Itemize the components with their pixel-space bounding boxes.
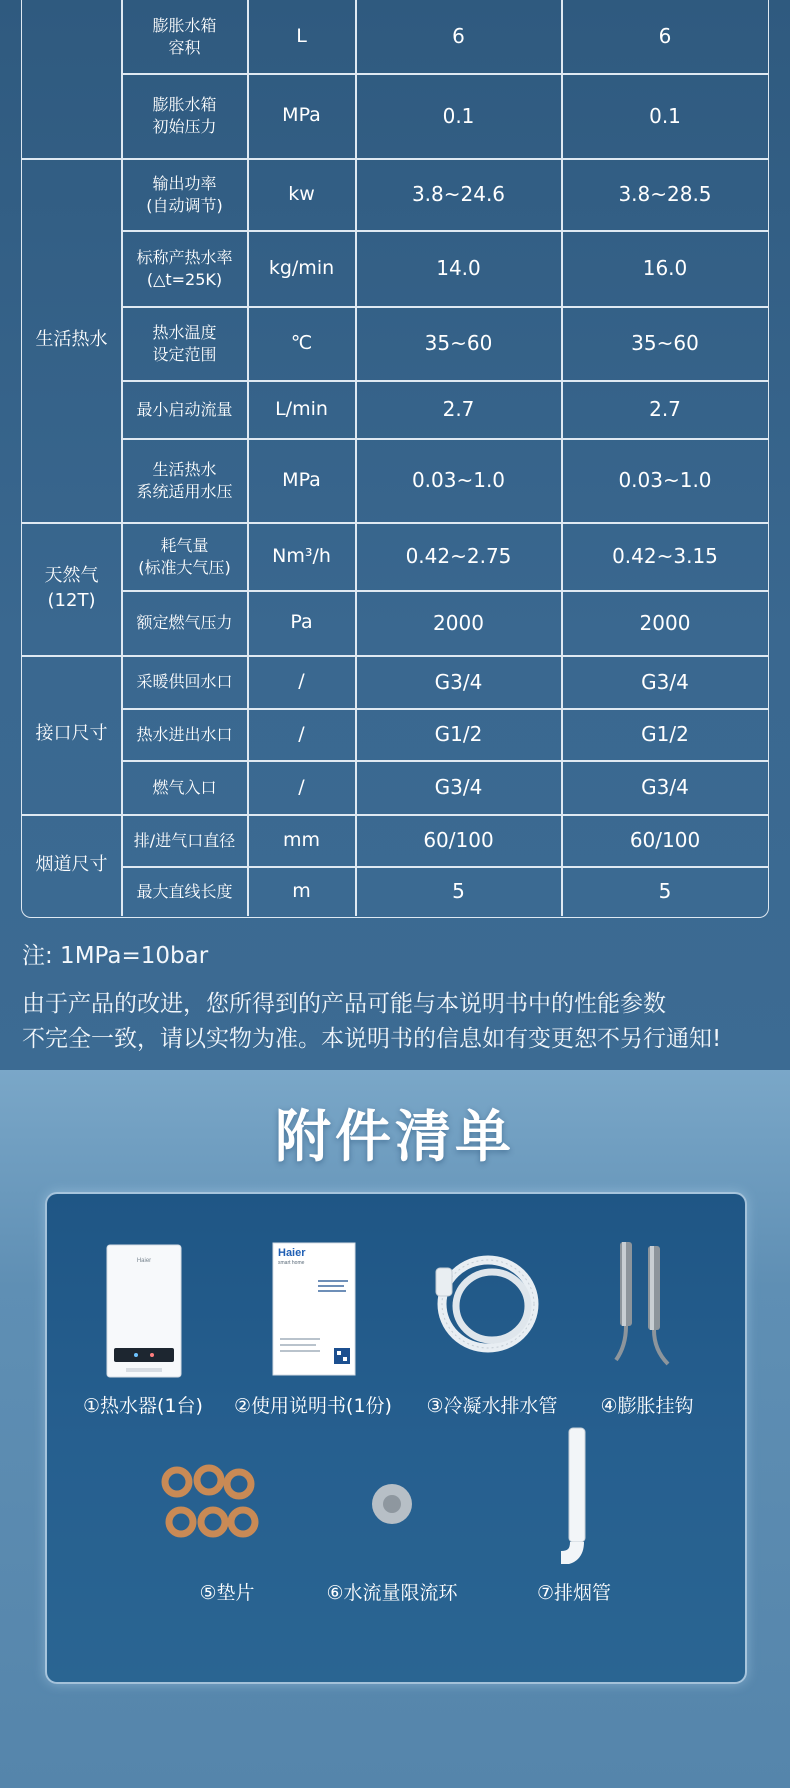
value-cell: G3/4 [434, 775, 483, 799]
unit-cell: m [292, 879, 311, 902]
unit-cell: L/min [275, 397, 328, 420]
unit-note: 注: 1MPa=10bar [22, 943, 209, 969]
param-label: 排/进气口直径 [133, 830, 236, 850]
param-label: 热水温度 设定范围 [152, 322, 217, 364]
category-hot-water: 生活热水 [35, 328, 108, 350]
manual-brand: Haier [278, 1247, 306, 1259]
value-cell: 6 [658, 24, 672, 48]
value-cell: 3.8~28.5 [618, 182, 712, 206]
param-label: 热水进出水口 [136, 724, 233, 744]
disclaimer-line-1: 由于产品的改进，您所得到的产品可能与本说明书中的性能参数 [22, 991, 666, 1017]
value-cell: 5 [452, 879, 465, 903]
value-cell: 0.42~2.75 [405, 544, 512, 568]
water-heater-icon [106, 1244, 182, 1378]
value-cell: 60/100 [629, 828, 701, 852]
value-cell: 0.03~1.0 [618, 468, 712, 492]
param-label: 生活热水 系统适用水压 [136, 459, 233, 501]
value-cell: 3.8~24.6 [411, 182, 506, 206]
unit-cell: mm [282, 828, 321, 851]
accessories-title: 附件清单 [275, 1105, 515, 1170]
value-cell: 14.0 [436, 256, 481, 280]
unit-cell: L [296, 24, 307, 47]
accessory-label: ⑤垫片 [199, 1582, 255, 1604]
value-cell: 0.42~3.15 [612, 544, 718, 568]
value-cell: 60/100 [423, 828, 494, 852]
spec-table [21, 0, 769, 918]
flue-pipe-icon [555, 1424, 599, 1564]
accessory-label: ①热水器(1台) [83, 1395, 203, 1417]
unit-cell: MPa [282, 468, 321, 491]
param-label: 最大直线长度 [136, 881, 233, 901]
unit-cell: Nm³/h [272, 544, 331, 567]
gaskets-icon [159, 1464, 259, 1544]
value-cell: 35~60 [631, 331, 699, 355]
value-cell: 0.1 [649, 103, 681, 128]
param-label: 输出功率 (自动调节) [146, 173, 223, 215]
value-cell: 6 [452, 24, 465, 48]
unit-cell: / [298, 670, 305, 693]
param-label: 额定燃气压力 [136, 613, 233, 633]
param-label: 耗气量 (标准大气压) [138, 535, 231, 577]
unit-cell: ℃ [290, 331, 313, 354]
param-label: 最小启动流量 [136, 399, 233, 419]
manual-subtitle: smart home [278, 1260, 305, 1266]
accessory-label: ⑥水流量限流环 [326, 1582, 458, 1604]
value-cell: G3/4 [434, 669, 483, 694]
value-cell: G1/2 [641, 722, 689, 746]
unit-cell: kw [288, 182, 315, 205]
category-natural-gas: 天然气 (12T) [44, 565, 99, 611]
unit-cell: / [298, 775, 305, 798]
unit-cell: MPa [282, 104, 321, 127]
param-label: 膨胀水箱 容积 [152, 15, 217, 57]
disclaimer-line-2: 不完全一致，请以实物为准。本说明书的信息如有变更恕不另行通知! [22, 1026, 722, 1052]
accessory-label: ②使用说明书(1份) [234, 1395, 392, 1417]
accessory-label: ⑦排烟管 [536, 1582, 612, 1604]
value-cell: 2.7 [442, 397, 475, 421]
drain-hose-icon [430, 1246, 550, 1361]
param-label: 膨胀水箱 初始压力 [152, 95, 217, 136]
accessory-label: ④膨胀挂钩 [600, 1395, 694, 1417]
hooks-icon [612, 1238, 682, 1373]
unit-cell: kg/min [268, 256, 335, 279]
value-cell: G3/4 [641, 775, 689, 799]
category-connections: 接口尺寸 [35, 723, 108, 745]
param-label: 标称产热水率 (△t=25K) [136, 247, 233, 289]
value-cell: G1/2 [434, 722, 483, 746]
manual-icon [272, 1242, 356, 1376]
unit-cell: Pa [290, 611, 313, 634]
value-cell: 2.7 [649, 397, 681, 421]
value-cell: 0.03~1.0 [411, 468, 506, 492]
value-cell: 5 [658, 879, 672, 903]
value-cell: 2000 [639, 610, 691, 635]
value-cell: 0.1 [442, 103, 475, 128]
category-flue: 烟道尺寸 [35, 853, 108, 875]
value-cell: 16.0 [642, 256, 688, 280]
param-label: 燃气入口 [152, 777, 217, 797]
accessories-panel [45, 1192, 747, 1684]
value-cell: 35~60 [424, 331, 493, 355]
value-cell: G3/4 [641, 669, 689, 694]
param-label: 采暖供回水口 [136, 672, 233, 692]
accessory-label: ③冷凝水排水管 [426, 1395, 558, 1417]
heater-brand: Haier [136, 1258, 152, 1264]
value-cell: 2000 [433, 610, 484, 635]
unit-cell: / [298, 722, 305, 745]
flow-ring-icon [370, 1482, 414, 1526]
